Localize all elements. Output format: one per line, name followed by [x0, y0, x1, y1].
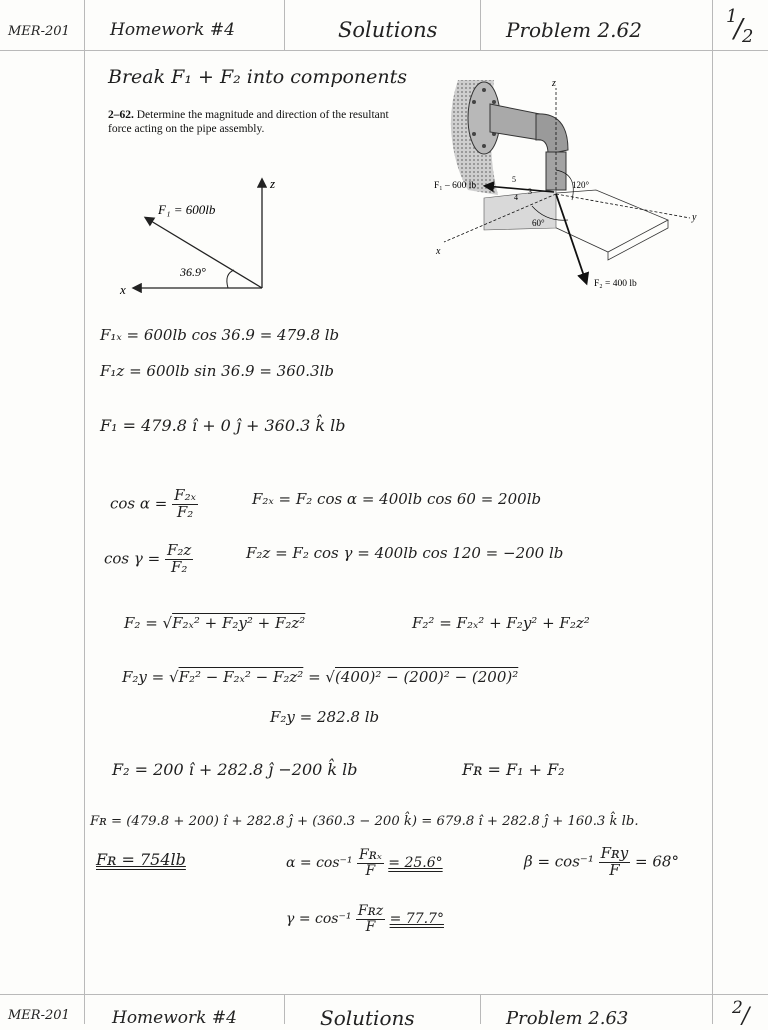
fig-slope-5: 5 [512, 175, 516, 184]
cos-gamma-def: cos γ = $\frac{\text{F₂z}}{\text{F₂}}$ [104, 541, 192, 576]
next-header-divider-2 [480, 994, 481, 1024]
f2-vector: F₂ = 200 î + 282.8 ĵ −200 k̂ lb [112, 760, 358, 779]
f1-sketch [110, 170, 290, 300]
next-header-title: Solutions [320, 1006, 415, 1030]
fig-y-axis [556, 194, 690, 218]
f2y-expression: F₂y = √F₂² − F₂ₓ² − F₂z² = √(400)² − (200)² − (200)² [122, 668, 519, 686]
fr-definition: Fʀ = F₁ + F₂ [462, 760, 565, 779]
fr-sum: Fʀ = (479.8 + 200) î + 282.8 ĵ + (360.3 − 200 k̂) = 679.8 î + 282.8 ĵ + 160.3 k̂ lb. [90, 814, 639, 829]
sketch-f1-label: F₁ = 600lb [158, 202, 216, 217]
f2y-result: F₂y = 282.8 lb [270, 708, 380, 726]
header-problem: Problem 2.62 [506, 18, 642, 42]
problem-text: Determine the magnitude and direction of the resultant force acting on the pipe assembly. [108, 109, 389, 135]
fig-slope-3: 3 [528, 187, 532, 196]
sketch-z-label: z [270, 176, 276, 191]
header-homework: Homework #4 [110, 20, 235, 40]
fig-angle-120-label: 120° [572, 180, 590, 190]
f2z-calc: F₂z = F₂ cos γ = 400lb cos 120 = −200 lb [246, 544, 564, 562]
f2-squared: F₂² = F₂ₓ² + F₂y² + F₂z² [412, 614, 590, 632]
cos-alpha-def: cos α = $\frac{\text{F₂ₓ}}{\text{F₂}}$ [110, 486, 196, 521]
fig-shaded-plane [484, 190, 556, 230]
header-divider-2 [480, 0, 481, 50]
problem-number: 2–62. [108, 109, 134, 121]
pipe-elbow [536, 114, 568, 154]
sketch-angle-label: 36.9° [180, 265, 206, 279]
fr-magnitude: Fʀ = 754lb [96, 850, 186, 869]
sketch-angle-arc [227, 270, 234, 288]
fig-y-label: y [692, 212, 697, 223]
header-page-numerator: 1 [726, 6, 738, 27]
cos-alpha-fraction: $\frac{\text{F₂ₓ}}{\text{F₂}}$ [174, 486, 196, 521]
next-header-page-numerator: 2 [732, 998, 743, 1018]
fig-angle-60-label: 60° [532, 218, 545, 228]
pipe-assembly-figure [428, 70, 713, 295]
header-divider-1 [284, 0, 285, 50]
next-header-homework: Homework #4 [112, 1008, 237, 1028]
sketch-x-label: x [120, 282, 126, 297]
next-page-rule [0, 994, 768, 995]
f1z-calc: F₁z = 600lb sin 36.9 = 360.3lb [100, 362, 334, 380]
header-title: Solutions [338, 18, 438, 42]
header-page-denominator: 2 [742, 26, 754, 47]
beta-calc: β = cos⁻¹ $\frac{\text{Fʀy}}{F}$ = 68° [524, 844, 679, 879]
next-header-problem: Problem 2.63 [506, 1008, 629, 1029]
next-header-course: MER-201 [8, 1008, 70, 1023]
left-margin-line [84, 0, 85, 1024]
f1-vector: F₁ = 479.8 î + 0 ĵ + 360.3 k̂ lb [100, 416, 346, 435]
fig-f2-arrow [556, 194, 586, 282]
f1x-calc: F₁ₓ = 600lb cos 36.9 = 479.8 lb [100, 326, 340, 344]
fig-f2-label: F₂ = 400 lb [594, 279, 637, 289]
fig-slope-4: 4 [514, 193, 518, 202]
next-header-divider-1 [284, 994, 285, 1024]
alpha-calc: α = cos⁻¹ $\frac{\text{Fʀₓ}}{F}$ = 25.6° [286, 847, 443, 879]
next-header-page-slash: / [742, 1004, 750, 1029]
fig-f1-label: F₁ – 600 lb [434, 181, 477, 191]
intro-heading: Break F₁ + F₂ into components [108, 66, 408, 88]
header-rule [0, 50, 768, 51]
f2x-calc: F₂ₓ = F₂ cos α = 400lb cos 60 = 200lb [252, 490, 542, 508]
header-course: MER-201 [8, 24, 70, 39]
cos-gamma-fraction: $\frac{\text{F₂z}}{\text{F₂}}$ [166, 541, 192, 576]
header-page-slash: / [734, 14, 743, 44]
fig-z-label: z [552, 78, 556, 89]
fig-x-label: x [436, 246, 441, 257]
f2-magnitude: F₂ = √F₂ₓ² + F₂y² + F₂z² [124, 614, 306, 632]
gamma-calc: γ = cos⁻¹ $\frac{\text{Fʀz}}{F}$ = 77.7° [286, 903, 444, 935]
problem-statement [108, 108, 398, 136]
